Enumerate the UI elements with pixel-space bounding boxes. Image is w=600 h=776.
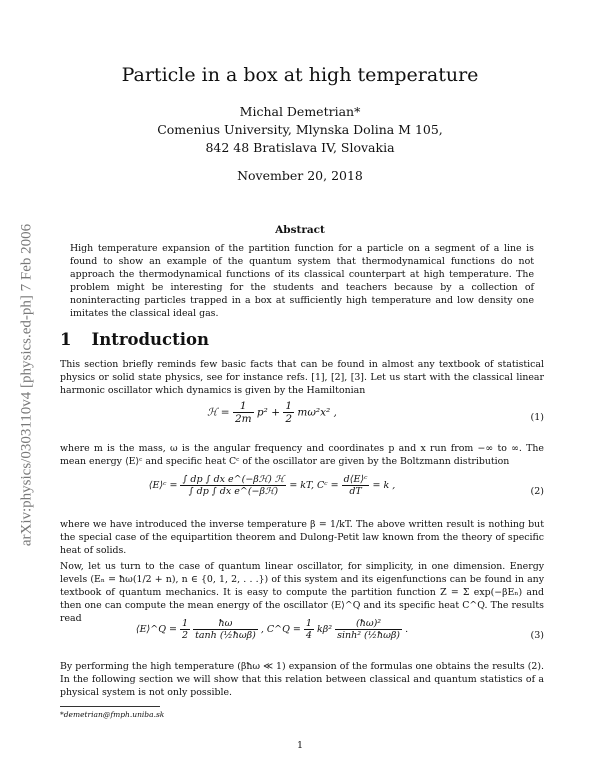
page-number: 1 [296,740,304,751]
abstract-heading: Abstract [275,224,325,236]
eq3-frac-1 [180,618,190,641]
equation-2 [60,474,544,514]
eq2-frac-1-den: ∫ dp ∫ dx e^(−βℋ) [188,486,279,497]
footnote: *demetrian@fmph.uniba.sk [60,710,165,719]
eq3-mid: , C^Q = [260,624,304,635]
eq3-frac-2-num: ħω [193,618,258,630]
section-title: Introduction [91,330,209,349]
eq1-frac-2-num: 1 [285,400,293,412]
eq2-frac-2-den: dT [349,486,362,497]
paragraph-after-eq1: where m is the mass, ω is the angular frequency and coordinates p and x run from −∞ to ∞. The mean energy ⟨E⟩ᶜ and specific heat Cᶜ of the oscillator are given by the Boltzmann distribution [60,443,544,467]
section-heading [60,330,209,349]
eq3-frac-3-den: 4 [305,630,312,641]
eq3-frac-4-num: (ħω)² [335,618,402,630]
footnote-rule [60,706,160,707]
affiliation-line-2: 842 48 Bratislava IV, Slovakia [205,140,395,155]
date: November 20, 2018 [237,168,363,183]
eq3-frac-4-den: sinh² (½ħωβ) [337,630,401,641]
intro-paragraph: This section briefly reminds few basic facts that can be found in almost any textbook of statistical physics or solid state physics, see for instance refs. [1], [2], [3]. Let us start with the classical linear harmonic oscillator which dynamics is given by the Hamiltonian [60,359,544,396]
eq3-frac-1-num: 1 [182,618,189,629]
arxiv-id-text: arXiv:physics/0303110v4 [physics.ed-ph] 7 Feb 2006 [18,223,35,547]
eq3-frac-4 [335,618,402,641]
author: Michal Demetrian* [239,104,361,119]
eq2-frac-1 [180,474,286,497]
eq1-frac-1-num: 1 [233,400,254,413]
eq1-frac-1 [233,400,254,425]
eq2-lhs: ⟨E⟩ᶜ = [148,480,181,491]
eq3-frac-1-den: 2 [182,630,189,641]
eq3-frac-2 [193,618,258,641]
eq3-lhs: ⟨E⟩^Q = [135,624,180,635]
affiliation-line-1: Comenius University, Mlynska Dolina M 105, [157,122,443,137]
eq1-rhs: mω²x² , [297,406,337,419]
eq3-frac-2-den: tanh (½ħωβ) [195,630,256,641]
eq2-frac-2-num: d⟨E⟩ᶜ [343,474,368,485]
section-number: 1 [60,330,72,349]
paragraph-after-eq2: where we have introduced the inverse temperature β = 1/kT. The above written result is nothing but the special case of the equipartition theorem and Dulong-Petit law known from the theory of specific heat of solids. [60,519,544,556]
eq2-mid: = kT, Cᶜ = [289,480,342,491]
eq2-frac-1-num: ∫ dp ∫ dx e^(−βℋ) ℋ [182,474,285,485]
eq3-frac-3 [304,618,314,641]
eq3-rhs: . [405,624,409,635]
eq1-frac-2-den: 2 [285,413,293,425]
eq1-mid: p² + [256,406,284,419]
paragraph-final: By performing the high temperature (βħω ≪ 1) expansion of the formulas one obtains the results (2). In the following section we will show that this relation between classical and quantum statistics of a physical system is not only possible. [60,661,544,698]
paper-title: Particle in a box at high temperature [121,64,479,86]
eq1-frac-2 [283,400,294,425]
eq1-frac-1-den: 2m [234,413,252,425]
eq3-frac-3-num: 1 [305,618,312,629]
eq3-mid2: kβ² [316,624,333,635]
arxiv-side-label [14,150,40,620]
equation-3 [60,618,544,658]
eq1-label: (1) [530,412,544,423]
eq2-rhs: = k , [372,480,396,491]
paragraph-quantum: Now, let us turn to the case of quantum linear oscillator, for simplicity, in one dimension. Energy levels (Eₙ = ħω(1/2 + n), n ∈ {0, 1, 2, . . .}) of this system and its eigenfunctions can be found in any textbook of quantum mechanics. It is easy to compute the partition function Z = Σ exp(−βEₙ) and then one can compute the mean energy of the oscillator ⟨E⟩^Q and its specific heat C^Q. The results read [60,561,544,624]
eq2-label: (2) [530,486,544,497]
abstract-text: High temperature expansion of the partition function for a particle on a segment of a line is found to show an example of the quantum system that thermodynamical functions do not approach the thermodynamical functions of its classical counterpart at high temperature. The problem might be interesting for the students and teachers because by a collection of noninteracting particles trapped in a box at sufficiently high temperature and low density one imitates the classical ideal gas. [70,243,534,319]
eq2-frac-2 [342,474,370,497]
eq3-label: (3) [530,630,544,641]
eq1-lhs: ℋ = [207,406,233,419]
equation-1 [60,400,544,440]
